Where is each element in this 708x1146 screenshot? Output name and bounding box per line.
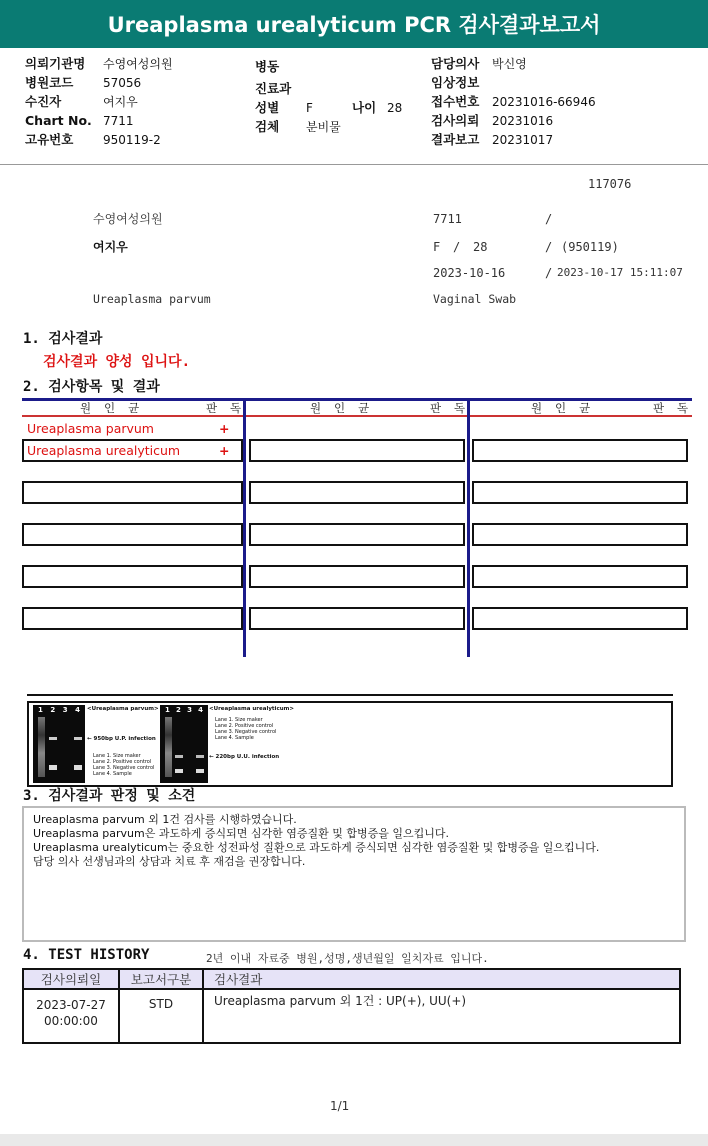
section1-result: 검사결과 양성 입니다. bbox=[43, 354, 191, 370]
result-cell bbox=[249, 439, 465, 462]
history-date: 2023-07-27 bbox=[36, 998, 106, 1012]
legend-line: Lane 2. Positive control bbox=[93, 759, 152, 765]
history-result: Ureaplasma parvum 외 1건 : UP(+), UU(+) bbox=[203, 989, 680, 1043]
header-divider bbox=[0, 164, 708, 165]
value-chart-no: 7711 bbox=[103, 114, 134, 128]
patient-slash-2: / bbox=[545, 240, 553, 254]
report-title: Ureaplasma urealyticum PCR 검사결과보고서 bbox=[0, 0, 708, 48]
value-sex: F bbox=[306, 101, 313, 115]
label-specimen: 검체 bbox=[255, 119, 280, 134]
lane-number: 3 bbox=[62, 706, 68, 714]
gel-ladder bbox=[38, 717, 45, 777]
patient-chart: 7711 bbox=[433, 212, 462, 226]
patient-report-datetime: 2023-10-17 15:11:07 bbox=[557, 266, 683, 279]
gel-panel1-band-label: ← 950bp U.P. infection bbox=[87, 736, 156, 742]
gel-top-rule bbox=[27, 694, 673, 696]
gel-band bbox=[49, 765, 57, 770]
value-age: 28 bbox=[387, 101, 403, 115]
comment-line: Ureaplasma urealyticum는 중요한 성전파성 질환으로 과도하게 증식되면 심각한 염증질환 및 합병증을 일으킵니다. bbox=[33, 841, 600, 854]
value-receipt-no: 20231016-66946 bbox=[492, 95, 596, 109]
label-doctor: 담당의사 bbox=[431, 56, 480, 71]
gel-band bbox=[196, 769, 204, 773]
patient-collect-date: 2023-10-16 bbox=[433, 266, 506, 280]
gel-panel1-title: <Ureaplasma parvum> bbox=[87, 706, 159, 712]
result-cell bbox=[249, 565, 465, 588]
label-result-report: 결과보고 bbox=[431, 132, 480, 147]
patient-test-name: Ureaplasma parvum bbox=[93, 292, 211, 306]
table-col-divider-1 bbox=[243, 399, 246, 657]
patient-hospital: 수영여성의원 bbox=[93, 212, 163, 226]
history-header-date: 검사의뢰일 bbox=[23, 969, 119, 989]
label-ward: 병동 bbox=[255, 59, 280, 74]
header-organism-2: 원 인 균 bbox=[310, 401, 373, 415]
result-judgement-1: + bbox=[219, 421, 230, 436]
label-department: 진료과 bbox=[255, 81, 292, 96]
section4-title: 4. TEST HISTORY bbox=[23, 947, 150, 963]
comment-text bbox=[33, 813, 599, 869]
label-requesting-institution: 의뢰기관명 bbox=[25, 56, 86, 71]
result-cell bbox=[22, 523, 243, 546]
result-cell bbox=[472, 565, 688, 588]
comment-line: Ureaplasma parvum 외 1건 검사를 시행하였습니다. bbox=[33, 813, 297, 826]
label-hospital-code: 병원코드 bbox=[25, 75, 74, 90]
gel-lane-numbers bbox=[38, 706, 80, 714]
value-test-request: 20231016 bbox=[492, 114, 554, 128]
gel-band bbox=[74, 765, 82, 770]
comment-box bbox=[22, 806, 686, 942]
header-judgement-1: 판 독 bbox=[206, 401, 245, 415]
result-organism-2: Ureaplasma urealyticum bbox=[27, 443, 181, 458]
value-requesting-institution: 수영여성의원 bbox=[103, 57, 173, 71]
label-test-request: 검사의뢰 bbox=[431, 113, 480, 128]
patient-sex: F bbox=[433, 240, 441, 254]
value-patient-name: 여지우 bbox=[103, 95, 138, 109]
patient-slash-3: / bbox=[545, 266, 553, 280]
result-cell bbox=[249, 481, 465, 504]
legend-line: Lane 2. Positive control bbox=[215, 723, 274, 729]
result-judgement-2: + bbox=[219, 443, 230, 458]
result-cell bbox=[249, 523, 465, 546]
header-organism-1: 원 인 균 bbox=[80, 401, 143, 415]
header-col-1 bbox=[25, 56, 255, 148]
gel-band bbox=[175, 769, 183, 773]
result-cell bbox=[22, 607, 243, 630]
gel-panel2-title: <Ureaplasma urealyticum> bbox=[209, 706, 294, 712]
history-table bbox=[22, 968, 681, 1044]
legend-line: Lane 3. Negative control bbox=[93, 765, 155, 771]
page-number: 1/1 bbox=[330, 1099, 350, 1113]
label-unique-no: 고유번호 bbox=[25, 132, 74, 147]
value-unique-no: 950119-2 bbox=[103, 133, 161, 147]
lane-number: 2 bbox=[50, 706, 56, 714]
result-cell bbox=[472, 439, 688, 462]
section2-title: 2. 검사항목 및 결과 bbox=[23, 379, 160, 395]
gel-lane-numbers bbox=[165, 706, 203, 714]
result-cell bbox=[472, 523, 688, 546]
value-hospital-code: 57056 bbox=[103, 76, 142, 90]
header-judgement-3: 판 독 bbox=[653, 401, 692, 415]
history-type: STD bbox=[119, 989, 203, 1043]
report-number: 117076 bbox=[588, 177, 632, 191]
gel-band bbox=[196, 755, 204, 758]
lane-number: 4 bbox=[75, 706, 80, 714]
lane-number: 2 bbox=[176, 706, 181, 714]
result-cell bbox=[472, 607, 688, 630]
comment-line: Ureaplasma parvum은 과도하게 증식되면 심각한 염증질환 및 합병증을 일으킵니다. bbox=[33, 827, 449, 840]
result-cell bbox=[22, 565, 243, 588]
result-cell bbox=[472, 481, 688, 504]
label-patient-name: 수진자 bbox=[25, 94, 62, 109]
result-organism-1: Ureaplasma parvum bbox=[27, 421, 154, 436]
history-header-type: 보고서구분 bbox=[119, 969, 203, 989]
header-organism-3: 원 인 균 bbox=[531, 401, 594, 415]
section1-title: 1. 검사결과 bbox=[23, 331, 103, 347]
value-result-report: 20231017 bbox=[492, 133, 554, 147]
patient-age: 28 bbox=[473, 240, 488, 254]
value-doctor: 박신영 bbox=[492, 57, 527, 71]
legend-line: Lane 3. Negative control bbox=[215, 729, 277, 735]
legend-line: Lane 1. Size maker bbox=[215, 717, 263, 723]
history-time: 00:00:00 bbox=[44, 1014, 98, 1028]
label-sex: 성별 bbox=[255, 100, 280, 115]
table-col-divider-2 bbox=[467, 399, 470, 657]
header-col-3 bbox=[431, 56, 691, 148]
patient-sex-age-sep: / bbox=[453, 240, 461, 254]
lane-number: 3 bbox=[187, 706, 192, 714]
history-header-result: 검사결과 bbox=[203, 969, 680, 989]
legend-line: Lane 4. Sample bbox=[93, 771, 132, 777]
lane-number: 4 bbox=[198, 706, 203, 714]
lane-number: 1 bbox=[38, 706, 43, 714]
legend-line: Lane 1. Size maker bbox=[93, 753, 141, 759]
section3-title: 3. 검사결과 판정 및 소견 bbox=[23, 788, 196, 804]
result-cell bbox=[249, 607, 465, 630]
legend-line: Lane 4. Sample bbox=[215, 735, 254, 741]
gel-ladder bbox=[165, 717, 172, 777]
gel-photo-urealyticum bbox=[160, 705, 208, 783]
label-clinical-info: 임상정보 bbox=[431, 75, 480, 90]
label-chart-no: Chart No. bbox=[25, 113, 92, 128]
section4-note: 2년 이내 자료중 병원,성명,생년월일 일치자료 입니다. bbox=[206, 952, 489, 965]
label-receipt-no: 접수번호 bbox=[431, 94, 480, 109]
gel-panel2-legend bbox=[215, 717, 276, 741]
patient-id: (950119) bbox=[561, 240, 619, 254]
patient-specimen: Vaginal Swab bbox=[433, 292, 517, 306]
result-cell bbox=[22, 481, 243, 504]
patient-name: 여지우 bbox=[93, 240, 128, 254]
label-age: 나이 bbox=[352, 100, 377, 115]
patient-slash-1: / bbox=[545, 212, 553, 226]
history-row bbox=[23, 989, 680, 1043]
gel-photo-parvum bbox=[33, 705, 85, 783]
gel-panel2-band-label: ← 220bp U.U. infection bbox=[209, 754, 280, 760]
page-footer-bar bbox=[0, 1134, 708, 1146]
gel-band bbox=[74, 737, 82, 740]
gel-band bbox=[49, 737, 57, 740]
header-judgement-2: 판 독 bbox=[430, 401, 469, 415]
gel-image-panel bbox=[27, 701, 673, 787]
comment-line: 담당 의사 선생님과의 상담과 치료 후 재검을 권장합니다. bbox=[33, 855, 306, 868]
history-date-cell bbox=[23, 989, 119, 1043]
header-col-2 bbox=[255, 56, 425, 135]
gel-band bbox=[175, 755, 183, 758]
value-specimen: 분비물 bbox=[306, 120, 341, 134]
lane-number: 1 bbox=[165, 706, 170, 714]
history-header-row bbox=[23, 969, 680, 989]
gel-panel1-legend bbox=[93, 753, 154, 777]
